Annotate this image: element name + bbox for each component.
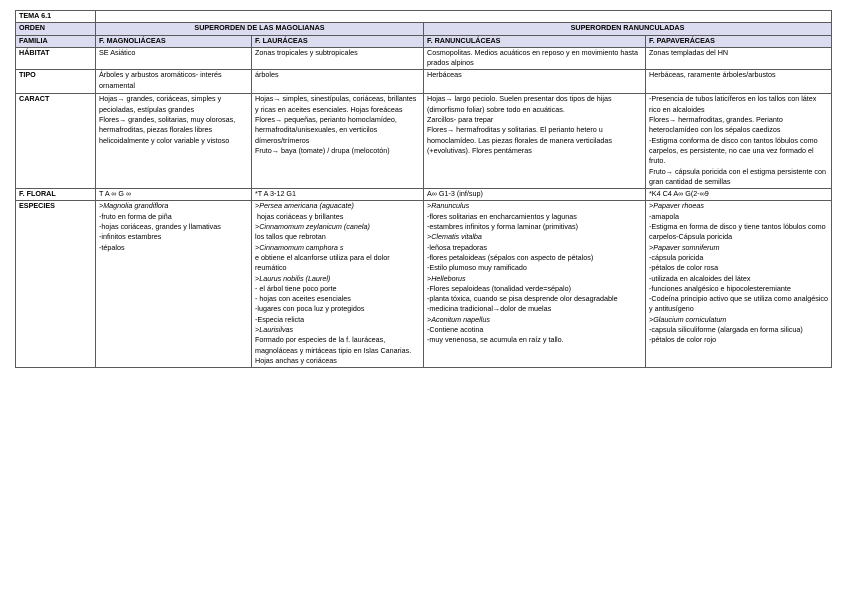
habitat-magnoliaceas: SE Asiático	[96, 47, 252, 70]
tipo-papaveraceas: Herbáceas, raramente árboles/arbustos	[646, 70, 832, 94]
species-name: >Helleborus	[427, 273, 466, 283]
caract-magnoliaceas	[96, 94, 252, 189]
caract-text: Zarcillos- para trepar	[427, 115, 494, 125]
orden-label: ORDEN	[16, 23, 96, 35]
caract-text: Hojas→ largo peciolo. Suelen presentar dos tipos de hijas (dimorfismo foliar) sobre todo en acuáticas.	[427, 94, 614, 114]
species-note: Formado por especies de la f. lauráceas, magnoláceas y mirtáceas tipio en Islas Canarias. Hojas anchas y coriáceas	[255, 335, 414, 365]
species-note: -utilizada en alcaloides del látex	[649, 273, 751, 283]
species-name: >Cinnamomum zeylanicum (canela)	[255, 222, 370, 232]
familia-label: FAMILIA	[16, 35, 96, 47]
species-name: >Persea americana (aguacate)	[255, 201, 354, 211]
especies-magnoliaceas	[96, 201, 252, 368]
species-note: -Estigma en forma de disco y tiene tantos lóbulos como carpelos-Cápsula poricida	[649, 222, 828, 242]
familia-ranunculaceas: F. RANUNCULÁCEAS	[424, 35, 646, 47]
species-note: -Estilo plumoso muy ramificado	[427, 263, 527, 273]
species-note: -planta tóxica, cuando se pisa desprende olor desagradable	[427, 294, 618, 304]
species-note: -Contiene acotina	[427, 325, 484, 335]
caract-text: Flores→ hermafroditas y solitarias. El perianto hetero u homoclamídeo. Las piezas florales de manera verticiladas (+evolutivas). Flores pentámeras	[427, 125, 614, 155]
caract-lauraceas	[252, 94, 424, 189]
familia-magnoliaceas: F. MAGNOLIÁCEAS	[96, 35, 252, 47]
species-note: -pétalos de color rojo	[649, 335, 717, 345]
species-note: -flores petaloideas (sépalos con aspecto de pétalos)	[427, 252, 594, 262]
species-note: -Especia relicta	[255, 314, 305, 324]
familia-papaveraceas: F. PAPAVERÁCEAS	[646, 35, 832, 47]
habitat-ranunculaceas: Cosmopolitas. Medios acuáticos en reposo y en movimiento hasta prados alpinos	[424, 47, 646, 70]
caract-papaveraceas	[646, 94, 832, 189]
species-name: >Laurus nobilis (Laurel)	[255, 273, 331, 283]
species-note: -estambres infinitos y forma laminar (primitivas)	[427, 222, 578, 232]
caract-text: Flores→ grandes, solitarias, muy olorosas, hermafroditas, piezas florales libres helicoidalmente y color variable y vistoso	[99, 115, 238, 145]
especies-papaveraceas	[646, 201, 832, 368]
species-note: -medicina tradicional→dolor de muelas	[427, 304, 552, 314]
tipo-magnoliaceas: Árboles y arbustos aromáticos- interés ornamental	[96, 70, 252, 94]
caract-text: Hojas→ grandes, coriáceas, simples y pecioladas, estípulas grandes	[99, 94, 224, 114]
species-name: >Cinnamomum camphora s	[255, 242, 344, 252]
habitat-label: HÁBITAT	[16, 47, 96, 70]
species-note: -leñosa trepadoras	[427, 242, 487, 252]
species-note: -tépalos	[99, 242, 125, 252]
species-note: -muy venenosa, se acumula en raíz y tallo.	[427, 335, 564, 345]
species-note: -fruto en forma de piña	[99, 211, 172, 221]
habitat-papaveraceas: Zonas templadas del HN	[646, 47, 832, 70]
tema-label: TEMA 6.1	[16, 11, 96, 23]
especies-lauraceas	[252, 201, 424, 368]
species-name: >Ranunculus	[427, 201, 470, 211]
floral-papaveraceas: *K4 C4 A∞ G(2-∞9	[646, 189, 832, 201]
caract-text: Fruto→ baya (tomate) / drupa (melocotón)	[255, 145, 390, 155]
species-name: >Clematis vitalba	[427, 232, 482, 242]
species-note: -Codeína principio activo que se utiliza como analgésico y antitusígeno	[649, 294, 830, 314]
species-note: - el árbol tiene poco porte	[255, 283, 337, 293]
caract-text: -Presencia de tubos laticíferos en los tallos con látex rico en alcaloides	[649, 94, 819, 114]
tipo-ranunculaceas: Herbáceas	[424, 70, 646, 94]
species-note: -funciones analgésico e hipocolesteremiante	[649, 283, 791, 293]
species-name: >Aconitum napellus	[427, 314, 490, 324]
superorden-ranunculadas: SUPERORDEN RANUNCULADAS	[424, 23, 832, 35]
floral-magnoliaceas: T A ∞ G ∞	[96, 189, 252, 201]
species-note: -capsula siliculiforme (alargada en forma silicua)	[649, 325, 803, 335]
caract-ranunculaceas	[424, 94, 646, 189]
species-note: -pétalos de color rosa	[649, 263, 719, 273]
caract-text: Fruto→ cápsula poricida con el estigma persistente con gran cantidad de semillas	[649, 166, 828, 186]
species-note: -cápsula poricida	[649, 252, 704, 262]
superorden-magnolianas: SUPERORDEN DE LAS MAGOLIANAS	[96, 23, 424, 35]
habitat-lauraceas: Zonas tropicales y subtropicales	[252, 47, 424, 70]
species-note: e obtiene el alcanforse utiliza para el dolor reumático	[255, 252, 392, 273]
floral-lauraceas: *T A 3-12 G1	[252, 189, 424, 201]
species-note: -amapola	[649, 211, 679, 221]
species-note: -hojas coriáceas, grandes y llamativas	[99, 222, 221, 232]
species-note: -lugares con poca luz y protegidos	[255, 304, 365, 314]
species-name: >Papaver rhoeas	[649, 201, 704, 211]
especies-label: ESPECIES	[16, 201, 96, 368]
tipo-lauraceas: árboles	[252, 70, 424, 94]
species-name: >Glaucium corniculatum	[649, 314, 727, 324]
floral-label: F. FLORAL	[16, 189, 96, 201]
species-name: >Magnolia grandiflora	[99, 201, 169, 211]
species-note: hojas coriáceas y brillantes	[255, 211, 344, 221]
species-note: - hojas con aceites esenciales	[255, 294, 351, 304]
floral-ranunculaceas: A∞ G1-3 (inf/sup)	[424, 189, 646, 201]
species-note: los tallos que rebrotan	[255, 232, 326, 242]
species-name: >Papaver somniferum	[649, 242, 720, 252]
study-table	[15, 10, 832, 368]
species-note: -infinitos estambres	[99, 232, 162, 242]
caract-text: -Estigma conforma de disco con tantos lóbulos como carpelos, es persistente, no cae una vez formado el fruto.	[649, 135, 820, 166]
species-note: -flores solitarias en encharcamientos y lagunas	[427, 211, 577, 221]
familia-lauraceas: F. LAURÁCEAS	[252, 35, 424, 47]
species-name: >Laurisilvas	[255, 325, 294, 335]
species-note: -Flores sepaloideas (tonalidad verde=sépalo)	[427, 283, 572, 293]
caract-label: CARACT	[16, 94, 96, 189]
tema-empty-cell	[96, 11, 832, 23]
caract-text: Flores→ hermafroditas, grandes. Perianto heteroclamídeo con los sépalos caedizos	[649, 115, 785, 135]
caract-text: Flores→ pequeñas, perianto homoclamídeo, hermafrodita/unisexuales, en verticilos dímeros/trímeros	[255, 115, 399, 145]
caract-text: Hojas→ simples, sinestípulas, coriáceas, brillantes y ricas en aceites esenciales. Hojas foreáceas	[255, 94, 419, 114]
especies-ranunculaceas	[424, 201, 646, 368]
tipo-label: TIPO	[16, 70, 96, 94]
